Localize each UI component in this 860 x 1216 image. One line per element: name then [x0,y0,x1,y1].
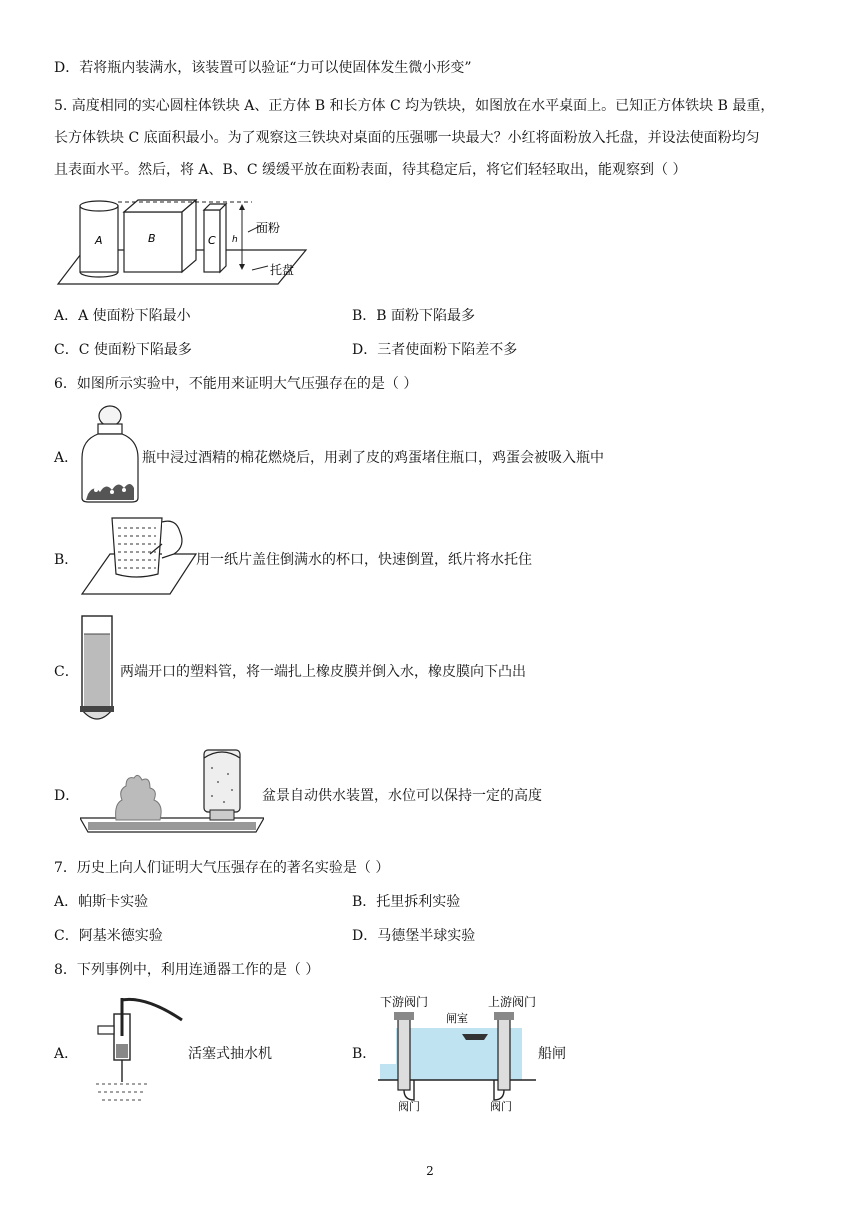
label-flour: 面粉 [256,221,281,235]
q5-option-a: A．A 使面粉下陷最小 [54,308,191,324]
q6-option-b-letter: B． [54,552,79,568]
q8-option-b-letter: B． [352,1046,377,1062]
q8-option-b-text: 船闸 [538,1046,566,1062]
egg-in-bottle-figure [78,404,142,504]
q5-iron-blocks-figure [56,196,316,292]
q5-stem-line1: 5. 高度相同的实心圆柱体铁块 A、正方体 B 和长方体 C 均为铁块，如图放在水平桌面上。已知正方体铁块 B 最重， [54,98,775,114]
q8-stem: 8．下列事例中，利用连通器工作的是（ ） [54,962,320,978]
q6-option-d-text: 盆景自动供水装置，水位可以保持一定的高度 [262,788,542,804]
label-b: B [148,232,156,245]
q5-option-b: B．B 面粉下陷最多 [352,308,476,324]
q4-option-d: D．若将瓶内装满水，该装置可以验证“力可以使固体发生微小形变” [54,60,472,76]
q6-option-a-letter: A． [54,450,79,466]
q8-option-a-text: 活塞式抽水机 [188,1046,272,1062]
q7-stem: 7．历史上向人们证明大气压强存在的著名实验是（ ） [54,860,390,876]
q6-option-c-text: 两端开口的塑料管，将一端扎上橡皮膜并倒入水，橡皮膜向下凸出 [120,664,526,680]
q5-option-d: D．三者使面粉下陷差不多 [352,342,518,358]
paper-card-cup-figure [80,514,198,600]
piston-pump-figure [86,996,186,1106]
q6-option-c-letter: C． [54,664,79,680]
q7-option-d: D．马德堡半球实验 [352,928,476,944]
label-upstream-valve: 上游阀门 [488,995,536,1009]
q6-option-a-text: 瓶中浸过酒精的棉花燃烧后，用剥了皮的鸡蛋堵住瓶口，鸡蛋会被吸入瓶中 [142,450,604,466]
label-valve-2: 阀门 [490,1100,512,1112]
label-chamber: 闸室 [446,1012,468,1025]
rubber-membrane-tube-figure [78,614,118,728]
q6-option-b-text: 用一纸片盖住倒满水的杯口，快速倒置，纸片将水托住 [196,552,532,568]
page-number: 2 [426,1164,434,1178]
ship-lock-figure [378,994,536,1112]
q8-option-a-letter: A． [54,1046,79,1062]
label-h: h [232,235,238,245]
q7-option-c: C．阿基米德实验 [54,928,163,944]
bonsai-water-supply-figure [80,744,264,836]
q6-stem: 6．如图所示实验中，不能用来证明大气压强存在的是（ ） [54,376,418,392]
label-tray: 托盘 [270,263,295,277]
q7-option-a: A．帕斯卡实验 [54,894,149,910]
label-c: C [208,234,216,247]
label-downstream-valve: 下游阀门 [380,995,429,1009]
label-valve-1: 阀门 [398,1100,420,1112]
q5-option-c: C．C 使面粉下陷最多 [54,342,192,358]
q5-stem-line2: 长方体铁块 C 底面积最小。为了观察这三铁块对桌面的压强哪一块最大？小红将面粉放入托盘，并设法使面粉均匀 [54,130,760,146]
q5-stem-line3: 且表面水平。然后，将 A、B、C 缓缓平放在面粉表面，待其稳定后，将它们轻轻取出，能观察到（ ） [54,162,687,178]
q7-option-b: B．托里拆利实验 [352,894,461,910]
label-a: A [95,234,103,247]
q6-option-d-letter: D． [54,788,80,804]
